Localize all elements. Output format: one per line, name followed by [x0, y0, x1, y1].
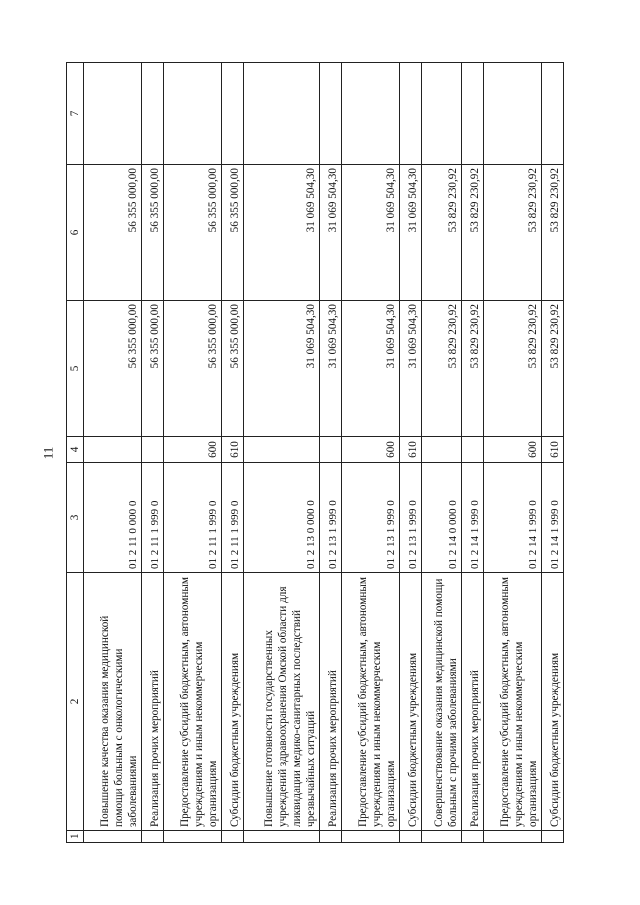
row-index-cell	[320, 831, 342, 843]
row-value-6-cell: 31 069 504,30	[400, 165, 422, 301]
row-name-cell: Предоставление субсидий бюджетным, автономным учреждениям и иным некоммерческим организациям	[483, 573, 541, 831]
row-type-cell	[243, 437, 319, 463]
row-name-cell: Совершенствование оказания медицинской помощи больным с прочими заболеваниями	[422, 573, 462, 831]
row-type-cell: 610	[222, 437, 244, 463]
row-code-cell: 01 2 14 0 000 0	[422, 463, 462, 573]
table-row	[243, 63, 319, 843]
row-name-cell: Повышение готовности государственных учреждений здравоохранения Омской области для ликвидации медико-санитарных последствий чрезвычайных ситуаций	[243, 573, 319, 831]
row-type-cell: 610	[541, 437, 563, 463]
row-value-6-cell: 53 829 230,92	[541, 165, 563, 301]
header-col-2: 2	[67, 573, 84, 831]
table-row	[222, 63, 244, 843]
page-number: 11	[40, 446, 56, 460]
row-value-5-cell: 31 069 504,30	[320, 301, 342, 437]
row-index-cell	[84, 831, 142, 843]
row-value-6-cell: 56 355 000,00	[222, 165, 244, 301]
row-type-cell: 600	[483, 437, 541, 463]
row-type-cell	[422, 437, 462, 463]
row-index-cell	[222, 831, 244, 843]
row-index-cell	[541, 831, 563, 843]
row-value-5-cell: 53 829 230,92	[422, 301, 462, 437]
row-value-6-cell: 53 829 230,92	[422, 165, 462, 301]
row-name-cell: Реализация прочих мероприятий	[320, 573, 342, 831]
row-value-5-cell: 31 069 504,30	[243, 301, 319, 437]
row-index-cell	[142, 831, 164, 843]
row-value-5-cell: 56 355 000,00	[222, 301, 244, 437]
header-col-7: 7	[67, 63, 84, 165]
row-code-cell: 01 2 13 1 999 0	[320, 463, 342, 573]
header-col-6: 6	[67, 165, 84, 301]
table-row	[422, 63, 462, 843]
row-value-6-cell: 31 069 504,30	[243, 165, 319, 301]
row-col-7-cell	[342, 63, 400, 165]
row-type-cell: 600	[163, 437, 221, 463]
row-code-cell: 01 2 14 1 999 0	[483, 463, 541, 573]
row-col-7-cell	[142, 63, 164, 165]
table-row	[483, 63, 541, 843]
row-index-cell	[163, 831, 221, 843]
row-index-cell	[422, 831, 462, 843]
row-col-7-cell	[163, 63, 221, 165]
row-type-cell	[320, 437, 342, 463]
row-col-7-cell	[483, 63, 541, 165]
row-value-6-cell: 31 069 504,30	[320, 165, 342, 301]
row-name-cell: Реализация прочих мероприятий	[142, 573, 164, 831]
row-name-cell: Предоставление субсидий бюджетным, автономным учреждениям и иным некоммерческим организациям	[163, 573, 221, 831]
row-col-7-cell	[84, 63, 142, 165]
row-type-cell: 610	[400, 437, 422, 463]
row-name-cell: Субсидии бюджетным учреждениям	[222, 573, 244, 831]
table-row	[84, 63, 142, 843]
row-value-6-cell: 56 355 000,00	[142, 165, 164, 301]
row-value-5-cell: 53 829 230,92	[541, 301, 563, 437]
table-row	[163, 63, 221, 843]
row-code-cell: 01 2 11 1 999 0	[163, 463, 221, 573]
row-value-5-cell: 56 355 000,00	[142, 301, 164, 437]
table-row	[342, 63, 400, 843]
row-type-cell	[84, 437, 142, 463]
row-value-5-cell: 56 355 000,00	[84, 301, 142, 437]
row-value-6-cell: 53 829 230,92	[462, 165, 484, 301]
row-col-7-cell	[243, 63, 319, 165]
row-value-5-cell: 31 069 504,30	[342, 301, 400, 437]
row-name-cell: Предоставление субсидий бюджетным, автономным учреждениям и иным некоммерческим организациям	[342, 573, 400, 831]
row-value-6-cell: 56 355 000,00	[84, 165, 142, 301]
row-col-7-cell	[462, 63, 484, 165]
row-code-cell: 01 2 11 1 999 0	[222, 463, 244, 573]
row-index-cell	[243, 831, 319, 843]
header-row	[67, 63, 84, 843]
row-code-cell: 01 2 11 0 000 0	[84, 463, 142, 573]
row-value-5-cell: 56 355 000,00	[163, 301, 221, 437]
rotated-table-container	[66, 63, 564, 843]
row-type-cell	[462, 437, 484, 463]
row-name-cell: Реализация прочих мероприятий	[462, 573, 484, 831]
row-code-cell: 01 2 13 0 000 0	[243, 463, 319, 573]
table-row	[541, 63, 563, 843]
row-code-cell: 01 2 11 1 999 0	[142, 463, 164, 573]
table-row	[400, 63, 422, 843]
header-col-1: 1	[67, 831, 84, 843]
row-col-7-cell	[541, 63, 563, 165]
table-row	[320, 63, 342, 843]
row-index-cell	[483, 831, 541, 843]
row-code-cell: 01 2 13 1 999 0	[342, 463, 400, 573]
row-value-5-cell: 53 829 230,92	[483, 301, 541, 437]
table-row	[142, 63, 164, 843]
table-body	[84, 63, 564, 843]
row-value-5-cell: 31 069 504,30	[400, 301, 422, 437]
header-col-3: 3	[67, 463, 84, 573]
budget-table	[66, 62, 564, 843]
row-type-cell: 600	[342, 437, 400, 463]
row-code-cell: 01 2 14 1 999 0	[541, 463, 563, 573]
row-code-cell: 01 2 13 1 999 0	[400, 463, 422, 573]
row-value-6-cell: 31 069 504,30	[342, 165, 400, 301]
row-name-cell: Повышение качества оказания медицинской помощи больным с онкологическими заболеваниями	[84, 573, 142, 831]
row-col-7-cell	[400, 63, 422, 165]
row-col-7-cell	[222, 63, 244, 165]
row-code-cell: 01 2 14 1 999 0	[462, 463, 484, 573]
row-col-7-cell	[320, 63, 342, 165]
row-index-cell	[462, 831, 484, 843]
row-value-6-cell: 56 355 000,00	[163, 165, 221, 301]
row-col-7-cell	[422, 63, 462, 165]
header-col-5: 5	[67, 301, 84, 437]
row-index-cell	[342, 831, 400, 843]
row-type-cell	[142, 437, 164, 463]
row-name-cell: Субсидии бюджетным учреждениям	[400, 573, 422, 831]
row-name-cell: Субсидии бюджетным учреждениям	[541, 573, 563, 831]
table-row	[462, 63, 484, 843]
row-value-5-cell: 53 829 230,92	[462, 301, 484, 437]
row-value-6-cell: 53 829 230,92	[483, 165, 541, 301]
row-index-cell	[400, 831, 422, 843]
header-col-4: 4	[67, 437, 84, 463]
